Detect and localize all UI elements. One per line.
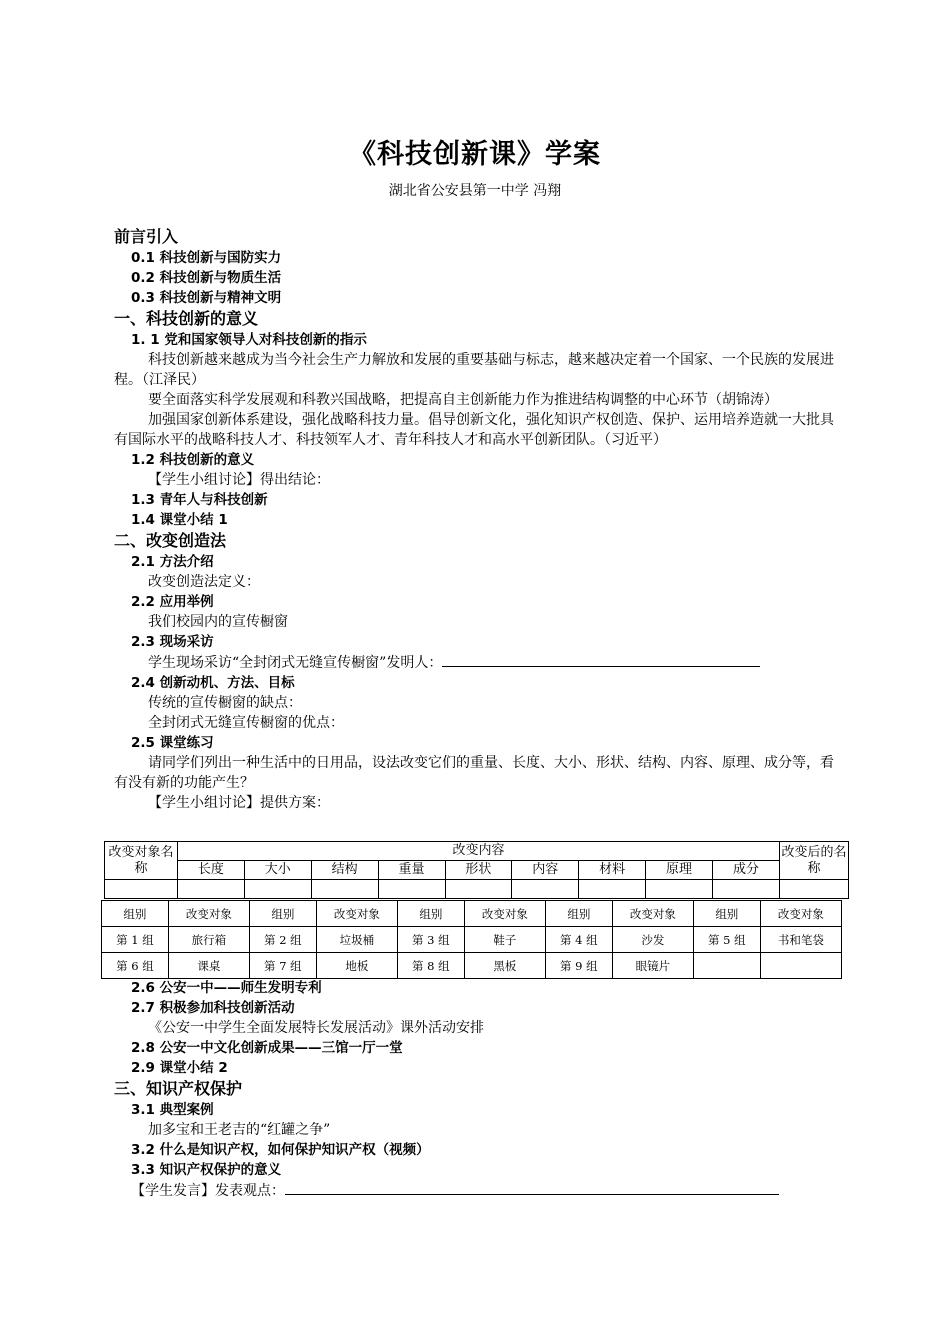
group-assignment-table [101,900,842,979]
table-cell: 组别 [249,901,316,927]
header-change-content: 改变内容 [178,842,780,861]
change-attribute-header: 长度 [178,861,245,880]
table-cell: 第 1 组 [102,927,169,953]
document-title: 《科技创新课》学案 [349,139,601,170]
author-line: 湖北省公安县第一中学 冯翔 [388,183,562,199]
empty-cell[interactable] [646,880,713,899]
paragraph: 【学生小组讨论】提供方案： [148,795,330,811]
answer-blank-line[interactable] [285,1180,779,1195]
change-attribute-header: 成分 [713,861,780,880]
subsection-heading: 1.2 科技创新的意义 [131,452,255,468]
table-cell: 组别 [397,901,464,927]
empty-cell[interactable] [105,880,178,899]
table-cell: 第 9 组 [545,953,612,979]
table-cell: 改变对象 [316,901,397,927]
empty-cell[interactable] [713,880,780,899]
header-new-name: 改变后的名称 [780,842,849,880]
subsection-heading: 2.7 积极参加科技创新活动 [131,1000,295,1016]
table-cell: 沙发 [612,927,693,953]
table-cell: 第 3 组 [397,927,464,953]
empty-cell[interactable] [512,880,579,899]
prompt-text: 【学生发言】发表观点： [131,1183,285,1199]
subsection-heading: 2.1 方法介绍 [131,554,214,570]
table-cell: 第 7 组 [249,953,316,979]
section-heading: 二、改变创造法 [114,531,227,550]
table-cell: 书和笔袋 [760,927,841,953]
table-cell: 改变对象 [612,901,693,927]
table-cell: 课桌 [168,953,249,979]
table-cell: 改变对象 [760,901,841,927]
subsection-heading: 3.1 典型案例 [131,1102,214,1118]
paragraph: 请同学们列出一种生活中的日用品，设法改变它们的重量、长度、大小、形状、结构、内容、原理、成分等，看有没有新的功能产生？ [114,755,834,791]
table-cell: 旅行箱 [168,927,249,953]
paragraph: 科技创新越来越成为当今社会生产力解放和发展的重要基础与标志，越来越决定着一个国家、一个民族的发展进程。（江泽民） [114,352,834,388]
change-attribute-header: 结构 [311,861,378,880]
paragraph: 加多宝和王老吉的“红罐之争” [148,1122,331,1138]
table-cell: 垃圾桶 [316,927,397,953]
table-cell: 眼镜片 [612,953,693,979]
section-heading: 一、科技创新的意义 [114,309,259,328]
prompt-text: 学生现场采访“全封闭式无缝宣传橱窗”发明人： [148,655,443,671]
subsection-heading: 2.4 创新动机、方法、目标 [131,675,295,691]
table-cell: 黑板 [464,953,545,979]
change-plan-table [104,841,849,899]
table-cell: 组别 [102,901,169,927]
table-cell: 第 8 组 [397,953,464,979]
change-attribute-header: 材料 [579,861,646,880]
subsection-heading: 0.2 科技创新与物质生活 [131,270,282,286]
empty-cell[interactable] [311,880,378,899]
change-attribute-header: 重量 [378,861,445,880]
empty-cell[interactable] [244,880,311,899]
content-top [114,226,844,813]
paragraph: 我们校园内的宣传橱窗 [148,614,288,630]
empty-cell[interactable] [780,880,849,899]
empty-cell[interactable] [178,880,245,899]
subsection-heading: 3.3 知识产权保护的意义 [131,1162,282,1178]
table-cell: 第 4 组 [545,927,612,953]
table-cell: 改变对象 [168,901,249,927]
answer-blank-line[interactable] [442,652,760,667]
subsection-heading: 2.3 现场采访 [131,634,214,650]
table-cell: 地板 [316,953,397,979]
paragraph: 全封闭式无缝宣传橱窗的优点： [148,715,344,731]
table-cell: 第 2 组 [249,927,316,953]
table-row [102,901,842,927]
empty-cell[interactable] [445,880,512,899]
subsection-heading: 1.4 课堂小结 1 [131,512,228,528]
subsection-heading: 2.9 课堂小结 2 [131,1060,228,1076]
table-cell [693,953,760,979]
change-attribute-header: 内容 [512,861,579,880]
subsection-heading: 0.3 科技创新与精神文明 [131,290,282,306]
subsection-heading: 0.1 科技创新与国防实力 [131,250,282,266]
subsection-heading: 1.3 青年人与科技创新 [131,492,268,508]
subsection-heading: 2.2 应用举例 [131,594,214,610]
paragraph: 【学生小组讨论】得出结论： [148,472,330,488]
table-cell: 改变对象 [464,901,545,927]
paragraph: 《公安一中学生全面发展特长发展活动》课外活动安排 [148,1020,484,1036]
subsection-heading: 1. 1 党和国家领导人对科技创新的指示 [131,332,367,348]
paragraph: 改变创造法定义： [148,574,260,590]
section-heading: 前言引入 [114,227,179,246]
header-object-name: 改变对象名称 [105,842,178,880]
table-cell: 第 6 组 [102,953,169,979]
empty-cell[interactable] [378,880,445,899]
change-attribute-header: 形状 [445,861,512,880]
table-row [102,927,842,953]
paragraph [114,1180,844,1201]
subsection-heading: 2.5 课堂练习 [131,735,214,751]
subsection-heading: 3.2 什么是知识产权，如何保护知识产权（视频） [131,1142,430,1158]
table-cell: 鞋子 [464,927,545,953]
table-cell [760,953,841,979]
empty-cell[interactable] [579,880,646,899]
paragraph: 要全面落实科学发展观和科教兴国战略，把提高自主创新能力作为推进结构调整的中心环节（胡锦涛） [148,392,778,408]
content-bottom [114,978,844,1201]
table-cell: 组别 [545,901,612,927]
table-cell: 组别 [693,901,760,927]
subsection-heading: 2.8 公安一中文化创新成果——三馆一厅一堂 [131,1040,403,1056]
paragraph: 传统的宣传橱窗的缺点： [148,695,302,711]
paragraph [114,652,844,673]
subsection-heading: 2.6 公安一中——师生发明专利 [131,980,322,996]
section-heading: 三、知识产权保护 [114,1079,243,1098]
change-attribute-header: 原理 [646,861,713,880]
paragraph: 加强国家创新体系建设，强化战略科技力量。倡导创新文化，强化知识产权创造、保护、运用培养造就一大批具有国际水平的战略科技人才、科技领军人才、青年科技人才和高水平创新团队。（习近平） [114,412,834,448]
change-attribute-header: 大小 [244,861,311,880]
table-cell: 第 5 组 [693,927,760,953]
table-row [102,953,842,979]
